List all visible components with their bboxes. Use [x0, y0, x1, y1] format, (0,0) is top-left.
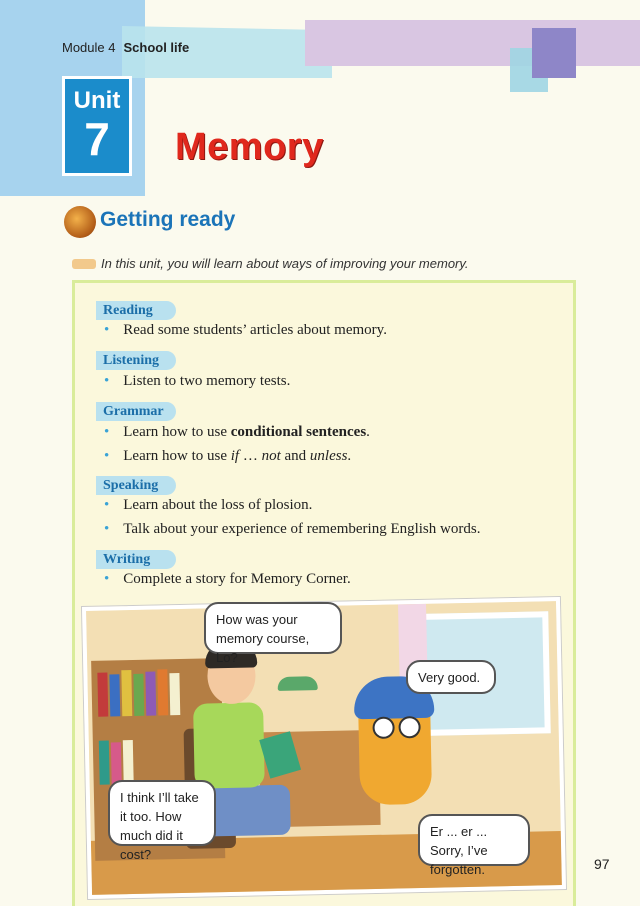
boy-body [193, 702, 265, 788]
speech-bubble-2: Very good. [406, 660, 496, 694]
header-purple-square [532, 28, 576, 78]
page-title: Memory [175, 126, 324, 168]
intro-marker-icon [72, 259, 96, 269]
reading-item: • Read some students’ articles about memory. [104, 322, 387, 338]
unit-number: 7 [84, 113, 110, 165]
grammar-item-1: • Learn how to use conditional sentences. [104, 424, 370, 440]
section-speaking-label: Speaking [96, 476, 176, 495]
speech-bubble-3: I think I’ll take it too. How much did it cost? [108, 780, 216, 846]
section-listening-label: Listening [96, 351, 176, 370]
listening-item: • Listen to two memory tests. [104, 373, 291, 389]
module-label [62, 40, 189, 55]
intro-text: In this unit, you will learn about ways of improving your memory. [101, 256, 469, 271]
speech-bubble-4: Er ... er ... Sorry, I’ve forgotten. [418, 814, 530, 866]
speaking-item-1: • Learn about the loss of plosion. [104, 497, 313, 513]
writing-item: • Complete a story for Memory Corner. [104, 571, 351, 587]
speech-bubble-1: How was your memory course, Lo? [204, 602, 342, 654]
section-grammar-label: Grammar [96, 402, 176, 421]
unit-badge [62, 76, 132, 176]
module-name: School life [123, 40, 190, 55]
page-number: 97 [594, 856, 610, 872]
grammar-item-2: • Learn how to use if … not and unless. [104, 448, 352, 464]
section-writing-label: Writing [96, 550, 176, 569]
getting-ready-heading: Getting ready [100, 208, 236, 231]
section-reading-label: Reading [96, 301, 176, 320]
unit-word: Unit [73, 87, 121, 114]
getting-ready-icon [64, 206, 96, 238]
header-purple-band [305, 20, 640, 66]
speaking-item-2: • Talk about your experience of remembering English words. [104, 521, 481, 537]
module-number: Module 4 [62, 40, 116, 55]
desk-lamp [278, 676, 318, 691]
